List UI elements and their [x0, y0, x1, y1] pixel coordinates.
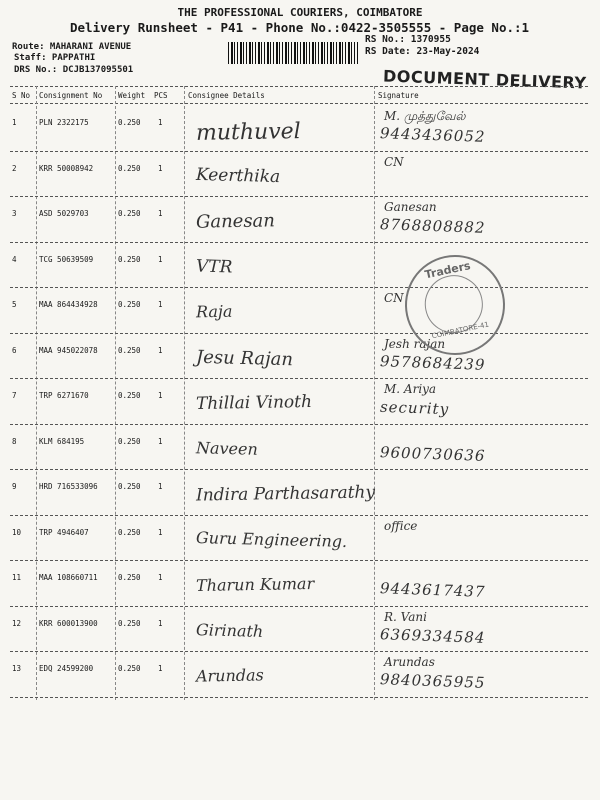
row-consignee-name: Girinath	[195, 619, 264, 641]
row-consignment-no: ASD 5029703	[39, 209, 89, 218]
row-phone: 8768808882	[379, 215, 486, 237]
rs-number: RS No.: 1370955	[365, 34, 451, 45]
row-consignee-name: Tharun Kumar	[195, 573, 315, 596]
row-sno: 7	[12, 391, 17, 400]
row-sno: 11	[12, 573, 22, 582]
col-pcs: PCS	[154, 91, 168, 100]
row-phone: 9443617437	[379, 579, 486, 601]
col-consignment: Consignment No	[39, 91, 103, 100]
row-separator	[10, 196, 588, 197]
row-weight: 0.250	[118, 527, 141, 537]
row-consignment-no: TCG 50639509	[39, 254, 94, 264]
row-consignee-name: muthuvel	[195, 119, 301, 146]
row-pcs: 1	[158, 664, 163, 673]
row-sno: 6	[12, 345, 17, 355]
row-sno: 13	[12, 664, 22, 673]
row-pcs: 1	[158, 573, 163, 582]
row-separator	[10, 333, 588, 334]
row-separator	[10, 651, 588, 652]
row-sno: 1	[12, 118, 17, 127]
col-sno: S No	[12, 91, 31, 100]
row-signature: Ganesan	[384, 200, 437, 214]
header-rule-top	[10, 86, 588, 87]
row-weight: 0.250	[118, 254, 141, 264]
row-weight: 0.250	[118, 436, 141, 446]
row-consignment-no: HRD 716533096	[39, 482, 98, 491]
row-weight: 0.250	[118, 345, 141, 355]
row-sno: 9	[12, 482, 17, 491]
row-consignment-no: KRR 50008942	[39, 163, 94, 173]
row-sno: 5	[12, 300, 17, 309]
row-phone: 9600730636	[379, 442, 486, 465]
header-rule-bottom	[10, 103, 588, 104]
row-weight: 0.250	[118, 118, 141, 127]
row-pcs: 1	[158, 436, 163, 446]
row-consignment-no: MAA 945022078	[39, 345, 98, 355]
row-weight: 0.250	[118, 664, 141, 673]
row-separator	[10, 469, 588, 470]
row-phone: 9840365955	[379, 670, 486, 692]
row-phone: security	[379, 397, 450, 419]
document-delivery-stamp: DOCUMENT DELIVERY	[382, 66, 587, 93]
row-weight: 0.250	[118, 482, 141, 491]
row-consignee-name: Raja	[195, 301, 233, 322]
row-consignee-name: VTR	[195, 256, 233, 277]
row-consignee-name: Ganesan	[195, 210, 276, 233]
column-divider	[36, 86, 37, 700]
column-divider	[115, 86, 116, 700]
row-pcs: 1	[158, 391, 163, 400]
row-consignment-no: TRP 6271670	[39, 391, 89, 400]
seal-city: COIMBATORE-41	[431, 320, 490, 341]
row-pcs: 1	[158, 300, 163, 309]
row-consignee-name: Indira Parthasarathy	[195, 482, 376, 506]
column-divider	[184, 86, 185, 700]
col-signature: Signature	[378, 91, 419, 100]
row-consignment-no: TRP 4946407	[39, 527, 89, 537]
row-weight: 0.250	[118, 573, 141, 582]
row-consignee-name: Jesu Rajan	[195, 346, 294, 370]
row-signature: Arundas	[384, 655, 435, 669]
row-weight: 0.250	[118, 391, 141, 400]
row-pcs: 1	[158, 209, 163, 218]
row-sno: 3	[12, 209, 17, 218]
row-pcs: 1	[158, 118, 163, 127]
company-title: THE PROFESSIONAL COURIERS, COIMBATORE	[177, 6, 423, 19]
row-pcs: 1	[158, 345, 163, 355]
row-separator	[10, 424, 588, 425]
col-weight: Weight	[118, 91, 146, 100]
row-separator	[10, 515, 588, 516]
row-consignee-name: Naveen	[195, 437, 259, 459]
drs-number: DRS No.: DCJB137095501	[14, 65, 134, 75]
row-sno: 8	[12, 436, 17, 446]
seal-name: Traders	[423, 259, 472, 282]
row-separator	[10, 242, 588, 243]
row-sno: 10	[12, 527, 22, 537]
row-separator	[10, 560, 588, 561]
row-pcs: 1	[158, 527, 163, 537]
row-consignee-name: Thillai Vinoth	[195, 391, 313, 415]
rs-date: RS Date: 23-May-2024	[365, 46, 480, 57]
row-signature: M. முத்துவேல்	[384, 109, 466, 123]
row-signature: R. Vani	[384, 609, 427, 624]
row-phone: 6369334584	[379, 624, 486, 647]
row-consignment-no: KRR 600013900	[39, 618, 98, 628]
row-consignee-name: Guru Engineering.	[195, 527, 348, 551]
row-pcs: 1	[158, 163, 163, 173]
row-consignee-name: Arundas	[195, 665, 264, 686]
row-signature: Jesh rajan	[384, 336, 446, 351]
row-consignment-no: KLM 684195	[39, 436, 85, 446]
row-consignment-no: EDQ 24599200	[39, 664, 94, 673]
row-signature: office	[384, 518, 418, 533]
row-separator	[10, 151, 588, 152]
column-divider	[374, 86, 375, 700]
row-consignment-no: MAA 108660711	[39, 573, 98, 582]
route-label: Route: MAHARANI AVENUE	[12, 42, 132, 52]
row-weight: 0.250	[118, 618, 141, 628]
row-weight: 0.250	[118, 163, 141, 173]
row-signature: CN	[384, 291, 404, 305]
staff-label: Staff: PAPPATHI	[14, 53, 96, 63]
row-sno: 12	[12, 618, 22, 628]
row-consignee-name: Keerthika	[195, 164, 281, 187]
row-sno: 2	[12, 163, 17, 173]
row-weight: 0.250	[118, 300, 141, 309]
row-separator	[10, 606, 588, 607]
row-signature: CN	[384, 154, 404, 169]
row-sno: 4	[12, 254, 17, 264]
row-phone: 9578684239	[379, 351, 486, 374]
row-weight: 0.250	[118, 209, 141, 218]
row-separator	[10, 697, 588, 698]
row-signature: M. Ariya	[384, 382, 437, 396]
row-phone: 9443436052	[379, 124, 486, 146]
row-consignment-no: MAA 864434928	[39, 300, 98, 309]
runsheet-heading: Delivery Runsheet - P41 - Phone No.:0422-3505555 - Page No.:1	[70, 20, 530, 35]
row-separator	[10, 378, 588, 379]
barcode	[228, 42, 358, 64]
row-consignment-no: PLN 2322175	[39, 118, 89, 127]
col-consignee: Consignee Details	[188, 91, 265, 100]
row-pcs: 1	[158, 482, 163, 491]
row-pcs: 1	[158, 618, 163, 628]
row-pcs: 1	[158, 254, 163, 264]
